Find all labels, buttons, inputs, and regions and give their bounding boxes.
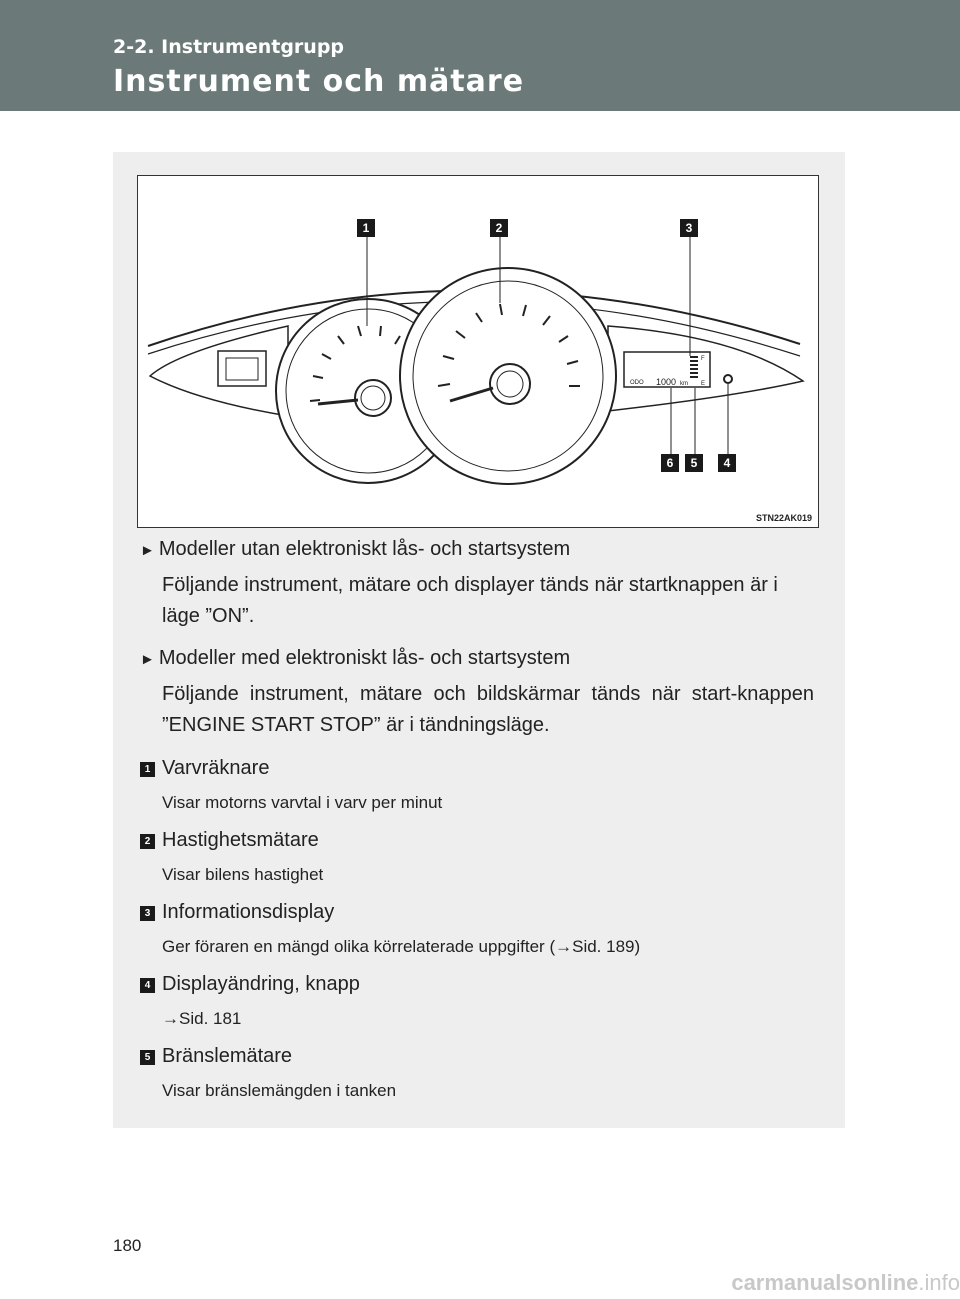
instrument-cluster-drawing bbox=[138, 176, 818, 527]
item-1-title: Varvräknare bbox=[162, 757, 270, 779]
intro-bullet-1 bbox=[140, 538, 570, 561]
callout-6: 6 bbox=[661, 454, 679, 472]
page-title: Instrument och mätare bbox=[113, 64, 525, 99]
intro-bullet-2-text: Modeller med elektroniskt lås- och startsystem bbox=[158, 647, 571, 669]
item-1-badge: 1 bbox=[140, 762, 155, 777]
watermark bbox=[731, 1270, 960, 1296]
intro-bullet-2 bbox=[140, 647, 570, 670]
callout-2: 2 bbox=[490, 219, 508, 237]
item-4-desc: →Sid. 181 bbox=[162, 1009, 242, 1028]
odo-unit: km bbox=[680, 381, 688, 387]
callout-5: 5 bbox=[685, 454, 703, 472]
item-5-badge: 5 bbox=[140, 1050, 155, 1065]
item-3-desc: Ger föraren en mängd olika körrelaterade uppgifter (→Sid. 189) bbox=[162, 937, 641, 956]
section-heading: 2-2. Instrumentgrupp bbox=[113, 36, 345, 58]
fuel-full-label: F bbox=[701, 356, 705, 362]
figure-code: STN22AK019 bbox=[755, 513, 812, 523]
odo-label: ODO bbox=[630, 380, 644, 386]
item-5-desc: Visar bränslemängden i tanken bbox=[162, 1081, 397, 1100]
page-number: 180 bbox=[113, 1236, 142, 1255]
odo-value: 1000 bbox=[656, 377, 677, 387]
item-1-desc: Visar motorns varvtal i varv per minut bbox=[162, 793, 443, 812]
callout-3: 3 bbox=[680, 219, 698, 237]
item-3-badge: 3 bbox=[140, 906, 155, 921]
item-3-title: Informationsdisplay bbox=[162, 901, 335, 923]
triangle-right-icon: ► bbox=[140, 651, 155, 668]
intro-text-2: Följande instrument, mätare och bildskärmar tänds när start-knappen ”ENGINE START STOP” är i tändningsläge. bbox=[162, 683, 814, 736]
item-4-badge: 4 bbox=[140, 978, 155, 993]
instrument-cluster-figure bbox=[137, 175, 819, 528]
intro-text-1: Följande instrument, mätare och displayer tänds när startknappen är i läge ”ON”. bbox=[162, 574, 778, 627]
display-change-button-icon bbox=[724, 375, 732, 383]
page-header bbox=[0, 0, 960, 111]
item-5-title: Bränslemätare bbox=[162, 1045, 293, 1067]
item-2-badge: 2 bbox=[140, 834, 155, 849]
intro-bullet-1-text: Modeller utan elektroniskt lås- och startsystem bbox=[158, 538, 571, 560]
item-2-desc: Visar bilens hastighet bbox=[162, 865, 324, 884]
watermark-main: carmanualsonline bbox=[731, 1270, 919, 1295]
watermark-suffix: .info bbox=[918, 1270, 960, 1295]
triangle-right-icon: ► bbox=[140, 542, 155, 559]
callout-4: 4 bbox=[718, 454, 736, 472]
item-2-title: Hastighetsmätare bbox=[162, 829, 319, 851]
fuel-empty-label: E bbox=[701, 381, 706, 387]
item-4-title: Displayändring, knapp bbox=[162, 973, 360, 995]
callout-1: 1 bbox=[357, 219, 375, 237]
